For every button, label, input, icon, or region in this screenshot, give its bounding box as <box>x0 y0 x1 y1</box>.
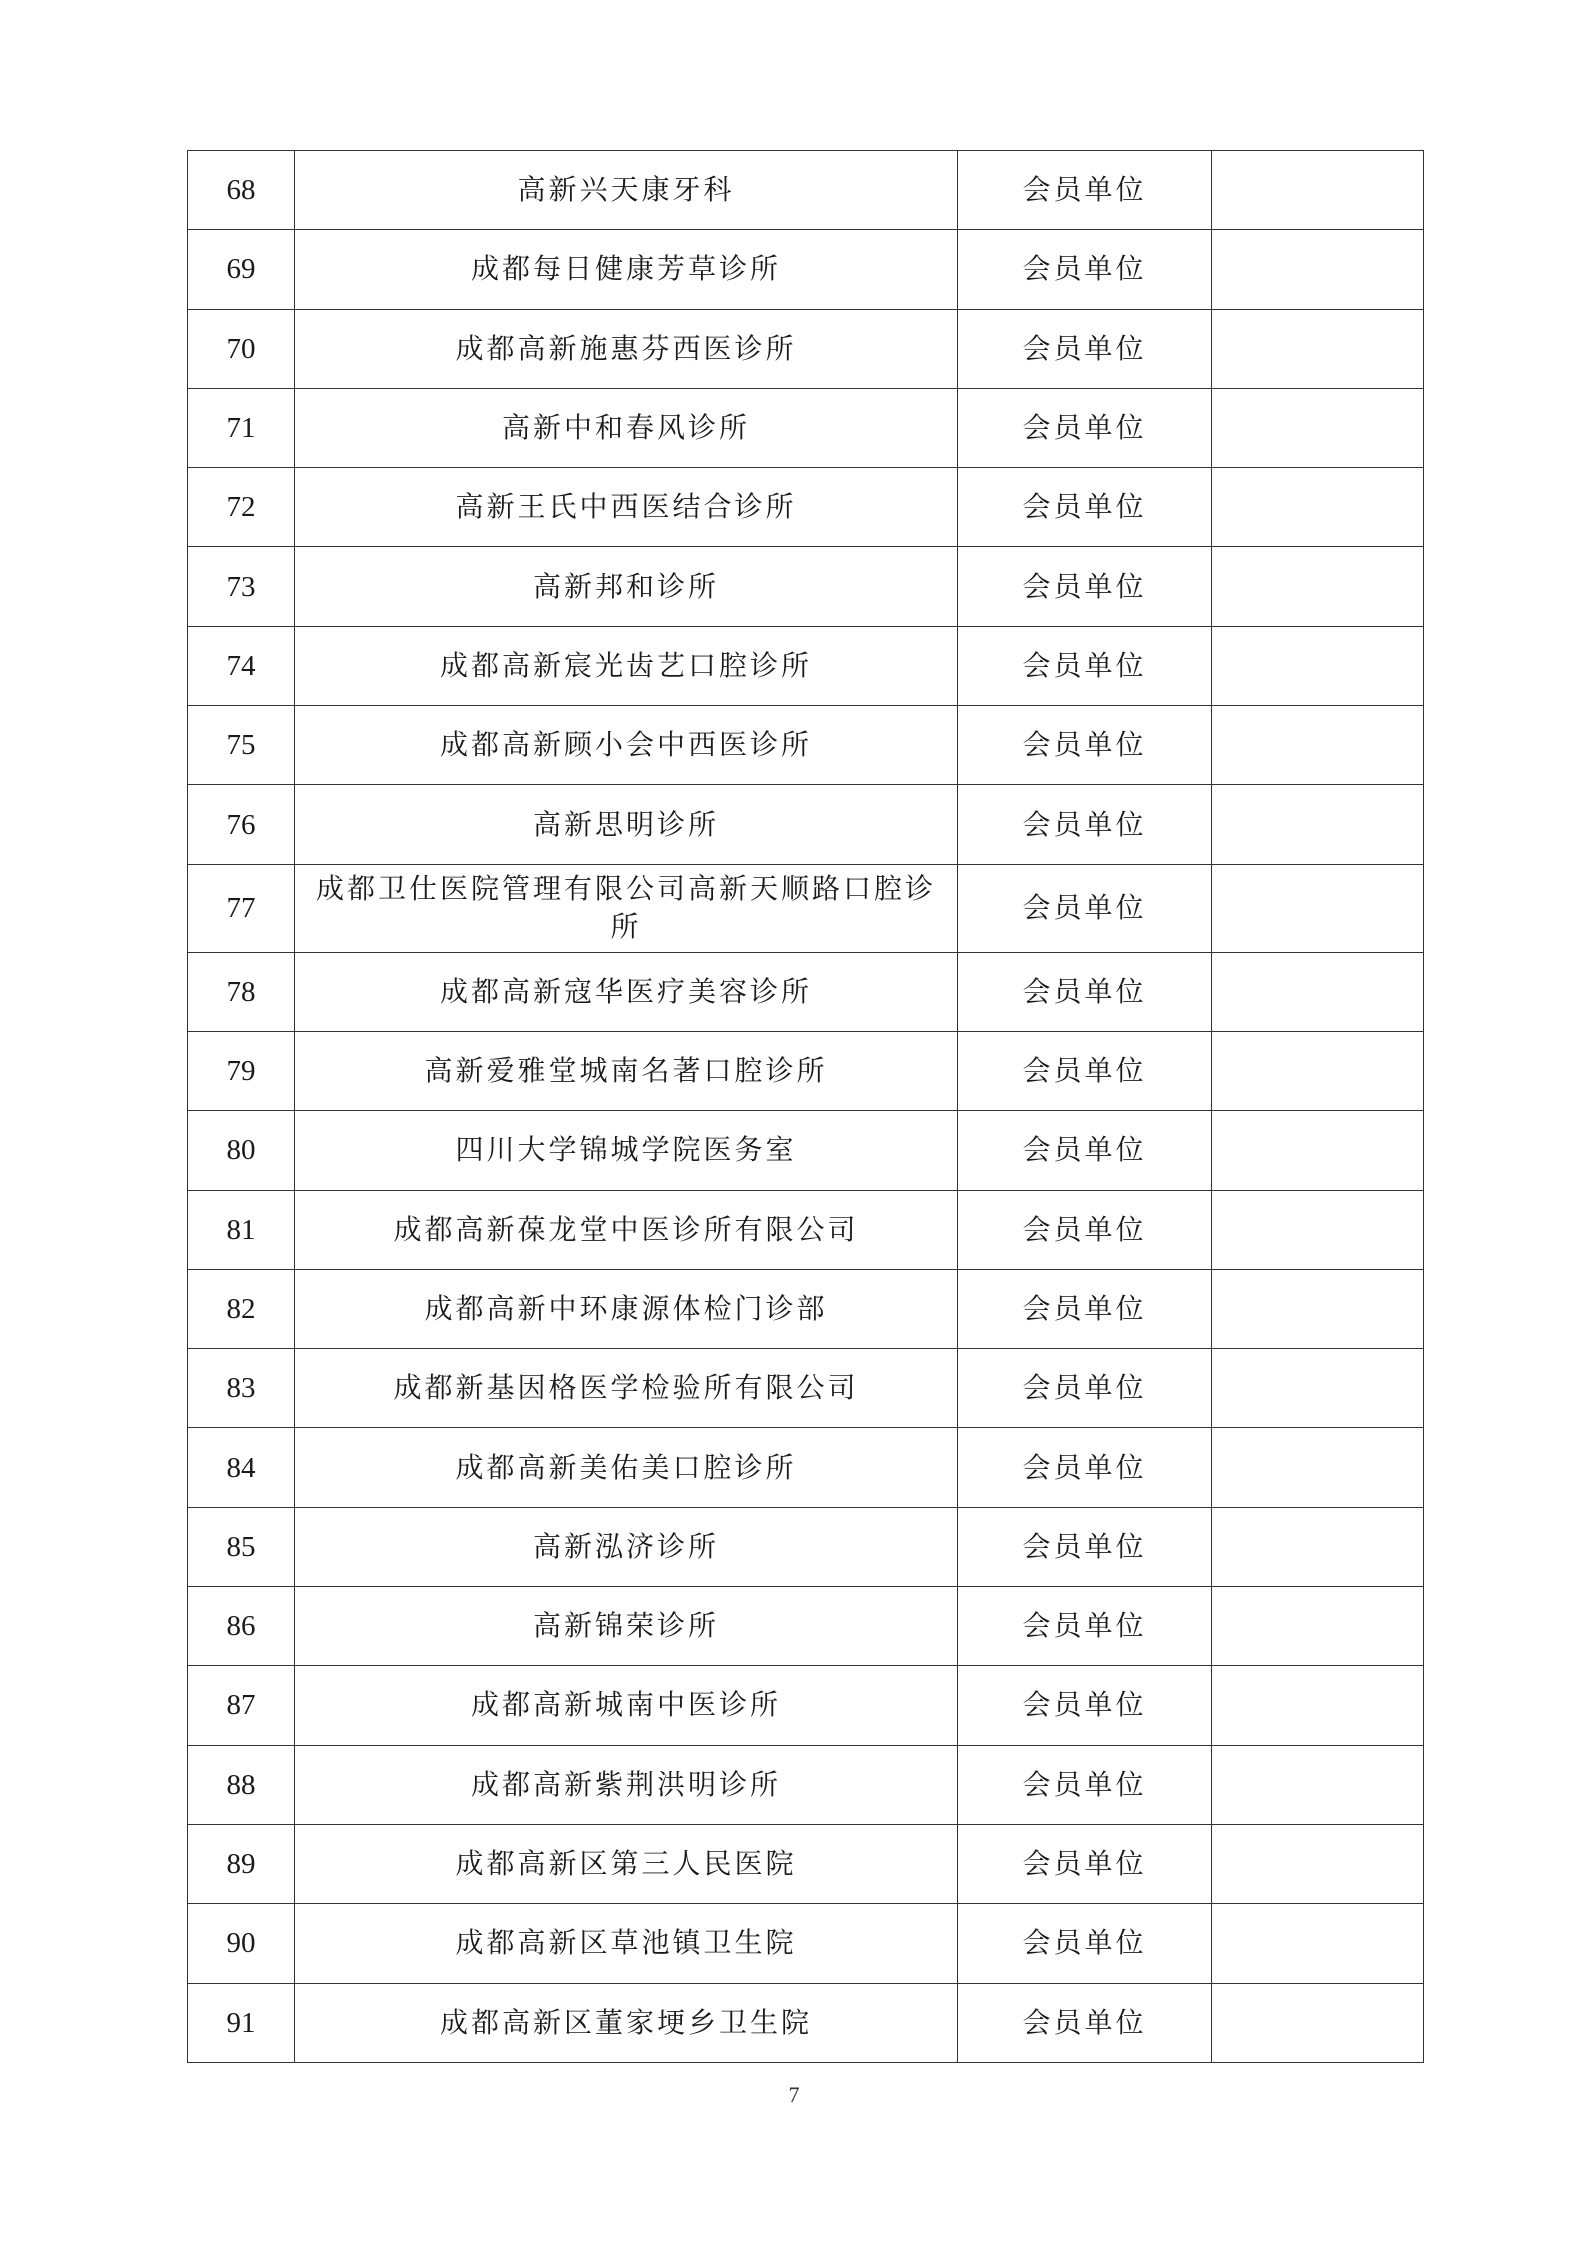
table-row <box>188 151 1424 230</box>
row-number: 71 <box>188 388 295 467</box>
note-cell <box>1212 706 1424 785</box>
note-cell <box>1212 1190 1424 1269</box>
note-cell <box>1212 547 1424 626</box>
note-cell <box>1212 1983 1424 2062</box>
note-cell <box>1212 468 1424 547</box>
table-row <box>188 1666 1424 1745</box>
table-row <box>188 230 1424 309</box>
note-cell <box>1212 230 1424 309</box>
note-cell <box>1212 1507 1424 1586</box>
row-number: 91 <box>188 1983 295 2062</box>
member-type: 会员单位 <box>958 1111 1212 1190</box>
member-type: 会员单位 <box>958 1349 1212 1428</box>
member-type: 会员单位 <box>958 1507 1212 1586</box>
unit-name: 成都高新区董家埂乡卫生院 <box>295 1983 958 2062</box>
row-number: 79 <box>188 1031 295 1110</box>
note-cell <box>1212 626 1424 705</box>
row-number: 86 <box>188 1587 295 1666</box>
table-row <box>188 547 1424 626</box>
member-type: 会员单位 <box>958 468 1212 547</box>
table-row <box>188 468 1424 547</box>
unit-name: 成都高新寇华医疗美容诊所 <box>295 952 958 1031</box>
member-type: 会员单位 <box>958 952 1212 1031</box>
note-cell <box>1212 952 1424 1031</box>
row-number: 73 <box>188 547 295 626</box>
unit-name: 高新爱雅堂城南名著口腔诊所 <box>295 1031 958 1110</box>
row-number: 85 <box>188 1507 295 1586</box>
row-number: 68 <box>188 151 295 230</box>
note-cell <box>1212 1269 1424 1348</box>
member-type: 会员单位 <box>958 230 1212 309</box>
row-number: 82 <box>188 1269 295 1348</box>
note-cell <box>1212 1666 1424 1745</box>
member-type: 会员单位 <box>958 1190 1212 1269</box>
member-type: 会员单位 <box>958 1428 1212 1507</box>
unit-name: 高新思明诊所 <box>295 785 958 864</box>
note-cell <box>1212 1111 1424 1190</box>
unit-name: 高新泓济诊所 <box>295 1507 958 1586</box>
table-row <box>188 706 1424 785</box>
table-row <box>188 1587 1424 1666</box>
table-row <box>188 388 1424 467</box>
member-type: 会员单位 <box>958 1745 1212 1824</box>
unit-name: 成都高新美佑美口腔诊所 <box>295 1428 958 1507</box>
unit-name: 成都高新中环康源体检门诊部 <box>295 1269 958 1348</box>
table-row <box>188 1983 1424 2062</box>
row-number: 75 <box>188 706 295 785</box>
table-row <box>188 1745 1424 1824</box>
unit-name: 成都每日健康芳草诊所 <box>295 230 958 309</box>
member-type: 会员单位 <box>958 547 1212 626</box>
table-row <box>188 864 1424 952</box>
unit-name: 成都高新宸光齿艺口腔诊所 <box>295 626 958 705</box>
member-type: 会员单位 <box>958 1904 1212 1983</box>
unit-name: 高新兴天康牙科 <box>295 151 958 230</box>
unit-name: 成都高新紫荆洪明诊所 <box>295 1745 958 1824</box>
member-type: 会员单位 <box>958 1824 1212 1903</box>
row-number: 70 <box>188 309 295 388</box>
note-cell <box>1212 864 1424 952</box>
member-type: 会员单位 <box>958 1031 1212 1110</box>
row-number: 72 <box>188 468 295 547</box>
unit-name: 四川大学锦城学院医务室 <box>295 1111 958 1190</box>
unit-name: 成都高新施惠芬西医诊所 <box>295 309 958 388</box>
note-cell <box>1212 1587 1424 1666</box>
note-cell <box>1212 1349 1424 1428</box>
unit-name: 成都高新区草池镇卫生院 <box>295 1904 958 1983</box>
note-cell <box>1212 1428 1424 1507</box>
unit-name: 高新王氏中西医结合诊所 <box>295 468 958 547</box>
member-type: 会员单位 <box>958 626 1212 705</box>
row-number: 74 <box>188 626 295 705</box>
member-type: 会员单位 <box>958 151 1212 230</box>
row-number: 81 <box>188 1190 295 1269</box>
table-row <box>188 1507 1424 1586</box>
row-number: 88 <box>188 1745 295 1824</box>
member-type: 会员单位 <box>958 1983 1212 2062</box>
unit-name: 高新邦和诊所 <box>295 547 958 626</box>
note-cell <box>1212 1824 1424 1903</box>
row-number: 76 <box>188 785 295 864</box>
row-number: 90 <box>188 1904 295 1983</box>
row-number: 78 <box>188 952 295 1031</box>
member-table <box>187 150 1424 2063</box>
row-number: 87 <box>188 1666 295 1745</box>
row-number: 84 <box>188 1428 295 1507</box>
row-number: 69 <box>188 230 295 309</box>
table-row <box>188 1031 1424 1110</box>
unit-name: 成都高新顾小会中西医诊所 <box>295 706 958 785</box>
note-cell <box>1212 309 1424 388</box>
table-row <box>188 1269 1424 1348</box>
member-type: 会员单位 <box>958 864 1212 952</box>
unit-name: 高新锦荣诊所 <box>295 1587 958 1666</box>
note-cell <box>1212 1031 1424 1110</box>
unit-name: 成都高新葆龙堂中医诊所有限公司 <box>295 1190 958 1269</box>
table-row <box>188 952 1424 1031</box>
table-row <box>188 309 1424 388</box>
row-number: 83 <box>188 1349 295 1428</box>
unit-name: 成都新基因格医学检验所有限公司 <box>295 1349 958 1428</box>
member-type: 会员单位 <box>958 1666 1212 1745</box>
note-cell <box>1212 388 1424 467</box>
member-type: 会员单位 <box>958 706 1212 785</box>
page-number: 7 <box>788 2082 800 2107</box>
table-row <box>188 1190 1424 1269</box>
unit-name: 成都高新城南中医诊所 <box>295 1666 958 1745</box>
member-type: 会员单位 <box>958 785 1212 864</box>
unit-name: 成都高新区第三人民医院 <box>295 1824 958 1903</box>
member-table-body <box>188 151 1424 2063</box>
row-number: 80 <box>188 1111 295 1190</box>
table-row <box>188 785 1424 864</box>
member-type: 会员单位 <box>958 309 1212 388</box>
member-type: 会员单位 <box>958 1269 1212 1348</box>
note-cell <box>1212 1745 1424 1824</box>
member-type: 会员单位 <box>958 388 1212 467</box>
note-cell <box>1212 785 1424 864</box>
note-cell <box>1212 1904 1424 1983</box>
note-cell <box>1212 151 1424 230</box>
row-number: 89 <box>188 1824 295 1903</box>
unit-name: 高新中和春风诊所 <box>295 388 958 467</box>
table-row <box>188 1824 1424 1903</box>
member-type: 会员单位 <box>958 1587 1212 1666</box>
table-row <box>188 1111 1424 1190</box>
table-row <box>188 1428 1424 1507</box>
table-row <box>188 1904 1424 1983</box>
unit-name: 成都卫仕医院管理有限公司高新天顺路口腔诊所 <box>295 864 958 952</box>
table-row <box>188 1349 1424 1428</box>
table-row <box>188 626 1424 705</box>
row-number: 77 <box>188 864 295 952</box>
